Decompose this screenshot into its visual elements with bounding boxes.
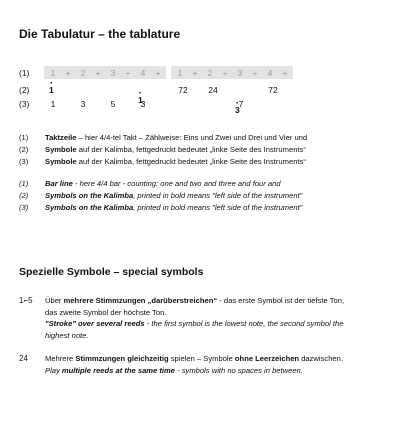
count-cell: + [155,68,161,78]
legend-en-2: (2) Symbols on the Kalimba, printed in bold means "left side of the instrument" [19,191,303,200]
legend-de-2: (2) Symbole auf der Kalimba, fettgedruckt bedeutet „linke Seite des Instruments“ [19,145,306,154]
count-cell: 1 [177,68,183,78]
legend-de-1: (1) Taktzeile – hier 4/4-tel Takt – Zählweise: Eins und Zwei und Drei und Vier und [19,133,308,142]
tab-symbol: · 1 [138,95,143,105]
count-cell: + [252,68,258,78]
legend-en-3: (3) Symbols on the Kalimba, printed in bold means "left side of the instrument" [19,203,303,212]
count-cell: 2 [80,68,86,78]
tab-symbol: 1 [50,99,56,109]
tab-symbol: 24 [208,85,218,95]
tab-symbol: 7 [238,99,244,109]
tab-symbol: 72 [268,85,278,95]
tab-symbol: · 1 [49,85,54,95]
chord-description: Mehrere Stimmzungen gleichzeitig spielen – Symbole ohne Leerzeichen dazwischen. Play multiple reeds at the same time - symbols with no spaces in between. [45,354,343,375]
count-cell: + [65,68,71,78]
count-cell: 3 [110,68,116,78]
symbol-cells [46,85,278,115]
legend-de-3: (3) Symbole auf der Kalimba, fettgedruckt bedeutet „linke Seite des Instruments“ [19,157,306,166]
tab-symbol: 5 [110,99,116,109]
tab-symbol: 3 [80,99,86,109]
count-cell: + [192,68,198,78]
count-cell: + [222,68,228,78]
chord-symbol: 24 [19,354,28,363]
count-cell: + [125,68,131,78]
count-cell: 2 [207,68,213,78]
tab-symbol: 72 [178,85,188,95]
count-cell: + [95,68,101,78]
page-title: Die Tabulatur – the tablature [19,27,181,41]
count-cell: 4 [140,68,146,78]
tab-symbol: 3 [140,99,146,109]
count-cell: 4 [267,68,273,78]
stroke-symbol: 1⌐5 [19,296,33,305]
legend-en-1: (1) Bar line - here 4/4 bar - counting: one and two and three and four and [19,179,281,188]
section-title-special-symbols: Spezielle Symbole – special symbols [19,266,204,278]
count-cell: + [282,68,288,78]
count-cell: 1 [50,68,56,78]
stroke-description: Über mehrere Stimmzungen „darüberstreichen“ - das erste Symbol ist der tiefste Ton, das zweite Symbol der höchste Ton. "Stroke" over several reeds - the first symbol is the lowest note, the second symbol the highest note. [45,296,345,340]
tab-symbol: · 3 [235,105,240,115]
count-cell: 3 [237,68,243,78]
